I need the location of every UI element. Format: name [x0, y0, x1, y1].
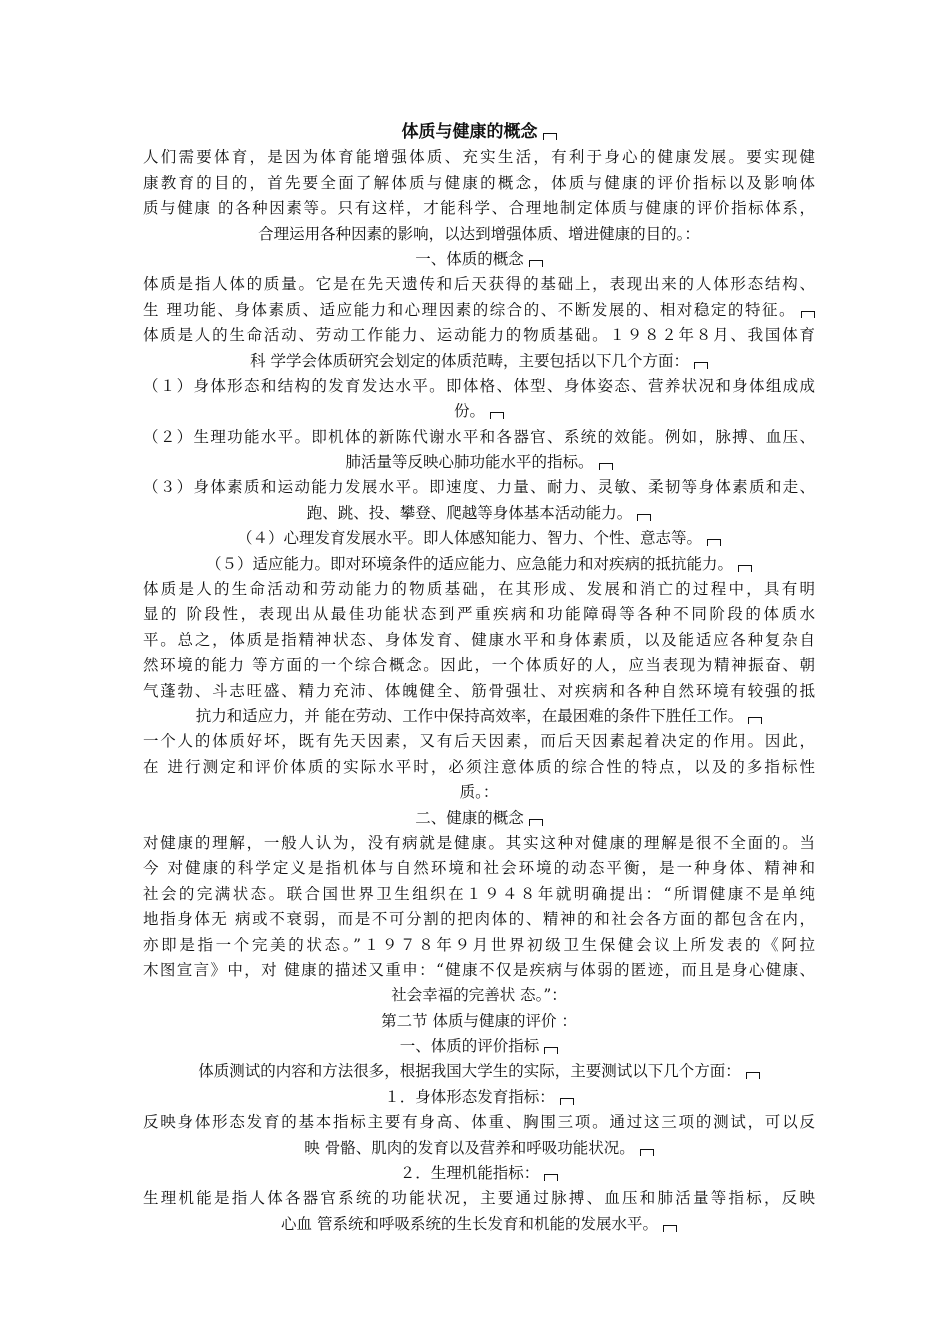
- line-text: 亦即是指一个完美的状态。”１９７８年９月世界初级卫生保健会议上所发表的《阿拉: [143, 935, 815, 954]
- text-line: [143, 831, 815, 856]
- line-text: 跑、跳、投、攀登、爬越等身体基本活动能力。: [306, 503, 633, 522]
- line-text: 气蓬勃、斗志旺盛、精力充沛、体魄健全、筋骨强壮、对疾病和各种自然环境有较强的抵: [143, 681, 815, 700]
- line-text: 合理运用各种因素的影响，以达到增强体质、增进健康的目的。：: [258, 224, 700, 243]
- document-title: [143, 120, 815, 145]
- line-text: 平。总之，体质是指精神状态、身体发育、健康水平和身体素质，以及能适应各种复杂自: [143, 630, 815, 649]
- text-line: [143, 399, 815, 424]
- line-text: （３）身体素质和运动能力发展水平。即速度、力量、耐力、灵敏、柔韧等身体素质和走、: [143, 478, 815, 497]
- text-line: [143, 755, 815, 780]
- text-line: [143, 1186, 815, 1211]
- line-text: 映 骨骼、肌肉的发育以及营养和呼吸功能状况。: [304, 1138, 635, 1157]
- line-text: 社会幸福的完善状 态。”：: [391, 986, 567, 1005]
- line-text: 二、健康的概念: [415, 808, 524, 827]
- text-line: [143, 958, 815, 983]
- line-text: 体质测试的内容和方法很多，根据我国大学生的实际，主要测试以下几个方面：: [198, 1062, 741, 1081]
- text-line: [143, 1085, 815, 1110]
- line-text: ２．生理机能指标：: [399, 1164, 540, 1183]
- line-text: 体质是人的生命活动和劳动能力的物质基础，在其形成、发展和消亡的过程中，具有明: [143, 580, 815, 599]
- text-line: [143, 933, 815, 958]
- text-line: [143, 425, 815, 450]
- paragraph-mark-icon: [738, 565, 752, 572]
- text-line: [143, 501, 815, 526]
- paragraph-mark-icon: [529, 260, 543, 267]
- text-line: [143, 222, 815, 247]
- text-line: [143, 552, 815, 577]
- paragraph-mark-icon: [544, 1047, 558, 1054]
- text-line: [143, 806, 815, 831]
- text-line: [143, 349, 815, 374]
- text-line: [143, 983, 815, 1008]
- line-text: 科 学学会体质研究会划定的体质范畴，主要包括以下几个方面：: [250, 351, 689, 370]
- text-line: [143, 602, 815, 627]
- line-text: 一、体质的评价指标: [399, 1037, 540, 1056]
- text-line: [143, 882, 815, 907]
- text-line: [143, 272, 815, 297]
- line-text: 地指身体无 病或不衰弱，而是不可分割的把肉体的、精神的和社会各方面的都包含在内，: [143, 910, 815, 929]
- line-text: 心血 管系统和呼吸系统的生长发育和机能的发展水平。: [281, 1214, 658, 1233]
- text-line: [143, 171, 815, 196]
- text-line: [143, 526, 815, 551]
- line-text: 反映身体形态发育的基本指标主要有身高、体重、胸围三项。通过这三项的测试，可以反: [143, 1113, 815, 1132]
- line-text: 质。：: [459, 783, 499, 802]
- line-text: （１）身体形态和结构的发育发达水平。即体格、体型、身体姿态、营养状况和身体组成成: [143, 376, 815, 395]
- line-text: 抗力和适应力，并 能在劳动、工作中保持高效率，在最困难的条件下胜任工作。: [195, 706, 744, 725]
- line-text: 对健康的理解，一般人认为，没有病就是健康。其实这种对健康的理解是很不全面的。当: [143, 833, 815, 852]
- text-line: [143, 145, 815, 170]
- line-text: 人们需要体育，是因为体育能增强体质、充实生活，有利于身心的健康发展。要实现健: [143, 148, 815, 167]
- line-text: 在 进行测定和评价体质的实际水平时，必须注意体质的综合性的特点，以及的多指标性: [143, 757, 815, 776]
- line-text: 显的 阶段性，表现出从最佳功能状态到严重疾病和功能障碍等各种不同阶段的体质水: [143, 605, 815, 624]
- line-text: 体质是指人体的质量。它是在先天遗传和后天获得的基础上，表现出来的人体形态结构、: [143, 275, 815, 294]
- paragraph-mark-icon: [663, 1225, 677, 1232]
- line-text: 份。: [453, 402, 485, 421]
- text-line: [143, 475, 815, 500]
- line-text: （４）心理发育发展水平。即人体感知能力、智力、个性、意志等。: [236, 529, 702, 548]
- text-line: [143, 1110, 815, 1135]
- text-line: [143, 856, 815, 881]
- text-line: [143, 1212, 815, 1237]
- paragraph-mark-icon: [694, 362, 708, 369]
- paragraph-mark-icon: [746, 1072, 760, 1079]
- text-line: [143, 247, 815, 272]
- text-line: [143, 577, 815, 602]
- text-line: [143, 1009, 815, 1034]
- paragraph-mark-icon: [748, 717, 762, 724]
- line-text: 木图宣言》中，对 健康的描述又重申：“健康不仅是疾病与体弱的匿迹，而且是身心健康、: [143, 960, 815, 979]
- line-text: 然环境的能力 等方面的一个综合概念。因此，一个体质好的人，应当表现为精神振奋、朝: [143, 656, 815, 675]
- paragraph-mark-icon: [707, 539, 721, 546]
- line-text: 今 对健康的科学定义是指机体与自然环境和社会环境的动态平衡，是一种身体、精神和: [143, 859, 815, 878]
- paragraph-mark-icon: [544, 1174, 558, 1181]
- line-text: １．身体形态发育指标：: [384, 1087, 555, 1106]
- line-text: 质与健康 的各种因素等。只有这样，才能科学、合理地制定体质与健康的评价指标体系，: [143, 199, 815, 218]
- line-text: 社会的完满状态。联合国世界卫生组织在１９４８年就明确提出：“所谓健康不是单纯: [143, 884, 815, 903]
- line-text: 肺活量等反映心肺功能水平的指标。: [345, 453, 594, 472]
- document-page: [143, 120, 815, 1237]
- line-text: 生理机能是指人体各器官系统的功能状况，主要通过脉搏、血压和肺活量等指标，反映: [143, 1189, 815, 1208]
- line-text: 生 理功能、身体素质、适应能力和心理因素的综合的、不断发展的、相对稳定的特征。: [143, 300, 796, 319]
- text-line: [143, 653, 815, 678]
- text-line: [143, 323, 815, 348]
- paragraph-mark-icon: [529, 819, 543, 826]
- text-line: [143, 1136, 815, 1161]
- text-line: [143, 907, 815, 932]
- text-line: [143, 1034, 815, 1059]
- text-line: [143, 628, 815, 653]
- text-line: [143, 196, 815, 221]
- line-text: 第二节 体质与健康的评价 ：: [381, 1011, 577, 1030]
- line-text: 一、体质的概念: [415, 249, 524, 268]
- text-line: [143, 450, 815, 475]
- text-line: [143, 780, 815, 805]
- paragraph-mark-icon: [543, 133, 557, 140]
- text-line: [143, 729, 815, 754]
- text-line: [143, 374, 815, 399]
- text-line: [143, 1161, 815, 1186]
- text-line: [143, 679, 815, 704]
- line-text: 体质与健康的概念: [401, 122, 538, 142]
- paragraph-mark-icon: [640, 1149, 654, 1156]
- text-line: [143, 298, 815, 323]
- paragraph-mark-icon: [560, 1098, 574, 1105]
- line-text: 康教育的目的，首先要全面了解体质与健康的概念，体质与健康的评价指标以及影响体: [143, 173, 815, 192]
- paragraph-mark-icon: [490, 412, 504, 419]
- paragraph-mark-icon: [599, 463, 613, 470]
- paragraph-mark-icon: [637, 514, 651, 521]
- line-text: （５）适应能力。即对环境条件的适应能力、应急能力和对疾病的抵抗能力。: [205, 554, 733, 573]
- line-text: （２）生理功能水平。即机体的新陈代谢水平和各器官、系统的效能。例如，脉搏、血压、: [143, 427, 815, 446]
- paragraph-mark-icon: [801, 311, 815, 318]
- text-line: [143, 704, 815, 729]
- line-text: 一个人的体质好坏，既有先天因素，又有后天因素，而后天因素起着决定的作用。因此，: [143, 732, 815, 751]
- line-text: 体质是人的生命活动、劳动工作能力、运动能力的物质基础。１９８２年８月、我国体育: [143, 326, 815, 345]
- text-line: [143, 1059, 815, 1084]
